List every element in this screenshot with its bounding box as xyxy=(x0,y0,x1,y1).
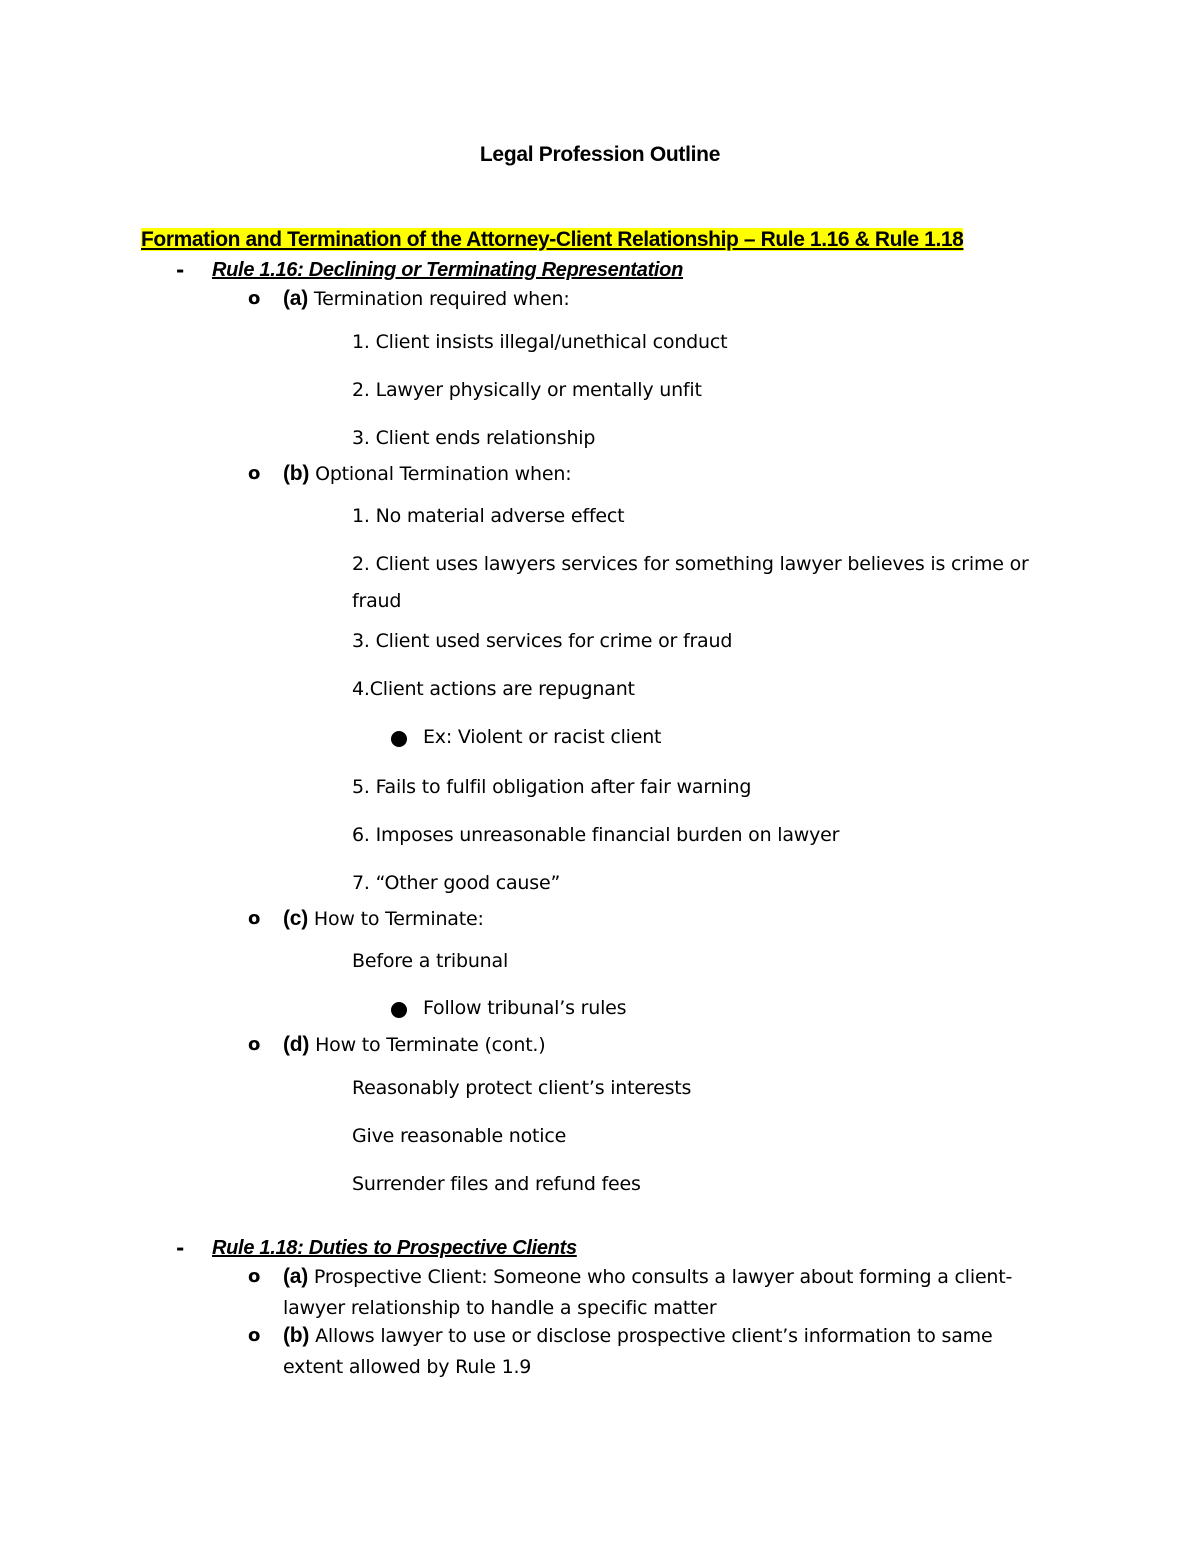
list-item: 1. No material adverse effect xyxy=(352,505,625,527)
rule-116-b-line xyxy=(283,462,571,486)
rule-116-a-line xyxy=(283,287,570,311)
rule-116-d-line xyxy=(283,1033,546,1057)
rule-118-b-line1 xyxy=(283,1324,992,1348)
sub-letter-a: (a) xyxy=(283,1265,309,1288)
sub-letter-b: (b) xyxy=(283,1324,310,1347)
rule-118-b-line2: extent allowed by Rule 1.9 xyxy=(283,1356,532,1378)
rule-116-d-text: How to Terminate (cont.) xyxy=(315,1034,546,1056)
list-item: Surrender files and refund fees xyxy=(352,1173,641,1195)
list-item: Follow tribunal’s rules xyxy=(423,997,627,1019)
rule-118-heading: Rule 1.18: Duties to Prospective Clients xyxy=(212,1237,577,1259)
sub-bullet-a: o xyxy=(248,288,261,309)
rule-118-a-text: Prospective Client: Someone who consults a lawyer about forming a client- xyxy=(313,1266,1013,1288)
rule-116-heading: Rule 1.16: Declining or Terminating Representation xyxy=(212,259,684,281)
dash-bullet: - xyxy=(176,1236,185,1260)
bullet-dot-icon xyxy=(391,731,407,747)
rule-116-c-text: How to Terminate: xyxy=(313,908,484,930)
sub-bullet-b: o xyxy=(248,463,261,484)
rule-116-c-line xyxy=(283,907,484,931)
rule-118-a-line1 xyxy=(283,1265,1012,1289)
sub-bullet-b: o xyxy=(248,1325,261,1346)
list-item: Reasonably protect client’s interests xyxy=(352,1077,692,1099)
list-item: Ex: Violent or racist client xyxy=(423,726,662,748)
list-item: 7. “Other good cause” xyxy=(352,872,561,894)
sub-letter-d: (d) xyxy=(283,1033,310,1056)
section-heading xyxy=(141,228,963,252)
rule-118-b-text: Allows lawyer to use or disclose prospective client’s information to same xyxy=(315,1325,993,1347)
list-item: 5. Fails to fulfil obligation after fair warning xyxy=(352,776,752,798)
sub-letter-c: (c) xyxy=(283,907,309,930)
sub-letter-a: (a) xyxy=(283,287,309,310)
list-item: 2. Lawyer physically or mentally unfit xyxy=(352,379,702,401)
list-item: 1. Client insists illegal/unethical conduct xyxy=(352,331,728,353)
list-item: 4.Client actions are repugnant xyxy=(352,678,635,700)
rule-118-a-line2: lawyer relationship to handle a specific matter xyxy=(283,1297,717,1319)
list-item: 3. Client used services for crime or fraud xyxy=(352,630,733,652)
sub-bullet-d: o xyxy=(248,1034,261,1055)
sub-letter-b: (b) xyxy=(283,462,310,485)
list-item: fraud xyxy=(352,590,402,612)
sub-bullet-a: o xyxy=(248,1266,261,1287)
bullet-dot-icon xyxy=(391,1002,407,1018)
list-item: Before a tribunal xyxy=(352,950,509,972)
list-item: Give reasonable notice xyxy=(352,1125,567,1147)
list-item: 2. Client uses lawyers services for something lawyer believes is crime or xyxy=(352,553,1029,575)
section-heading-text: Formation and Termination of the Attorney-Client Relationship – Rule 1.16 & Rule 1.18 xyxy=(141,228,964,251)
rule-116-b-text: Optional Termination when: xyxy=(315,463,572,485)
rule-116-a-text: Termination required when: xyxy=(313,288,570,310)
page-title: Legal Profession Outline xyxy=(479,143,721,166)
dash-bullet: - xyxy=(176,258,185,282)
list-item: 3. Client ends relationship xyxy=(352,427,596,449)
sub-bullet-c: o xyxy=(248,908,261,929)
list-item: 6. Imposes unreasonable financial burden on lawyer xyxy=(352,824,840,846)
